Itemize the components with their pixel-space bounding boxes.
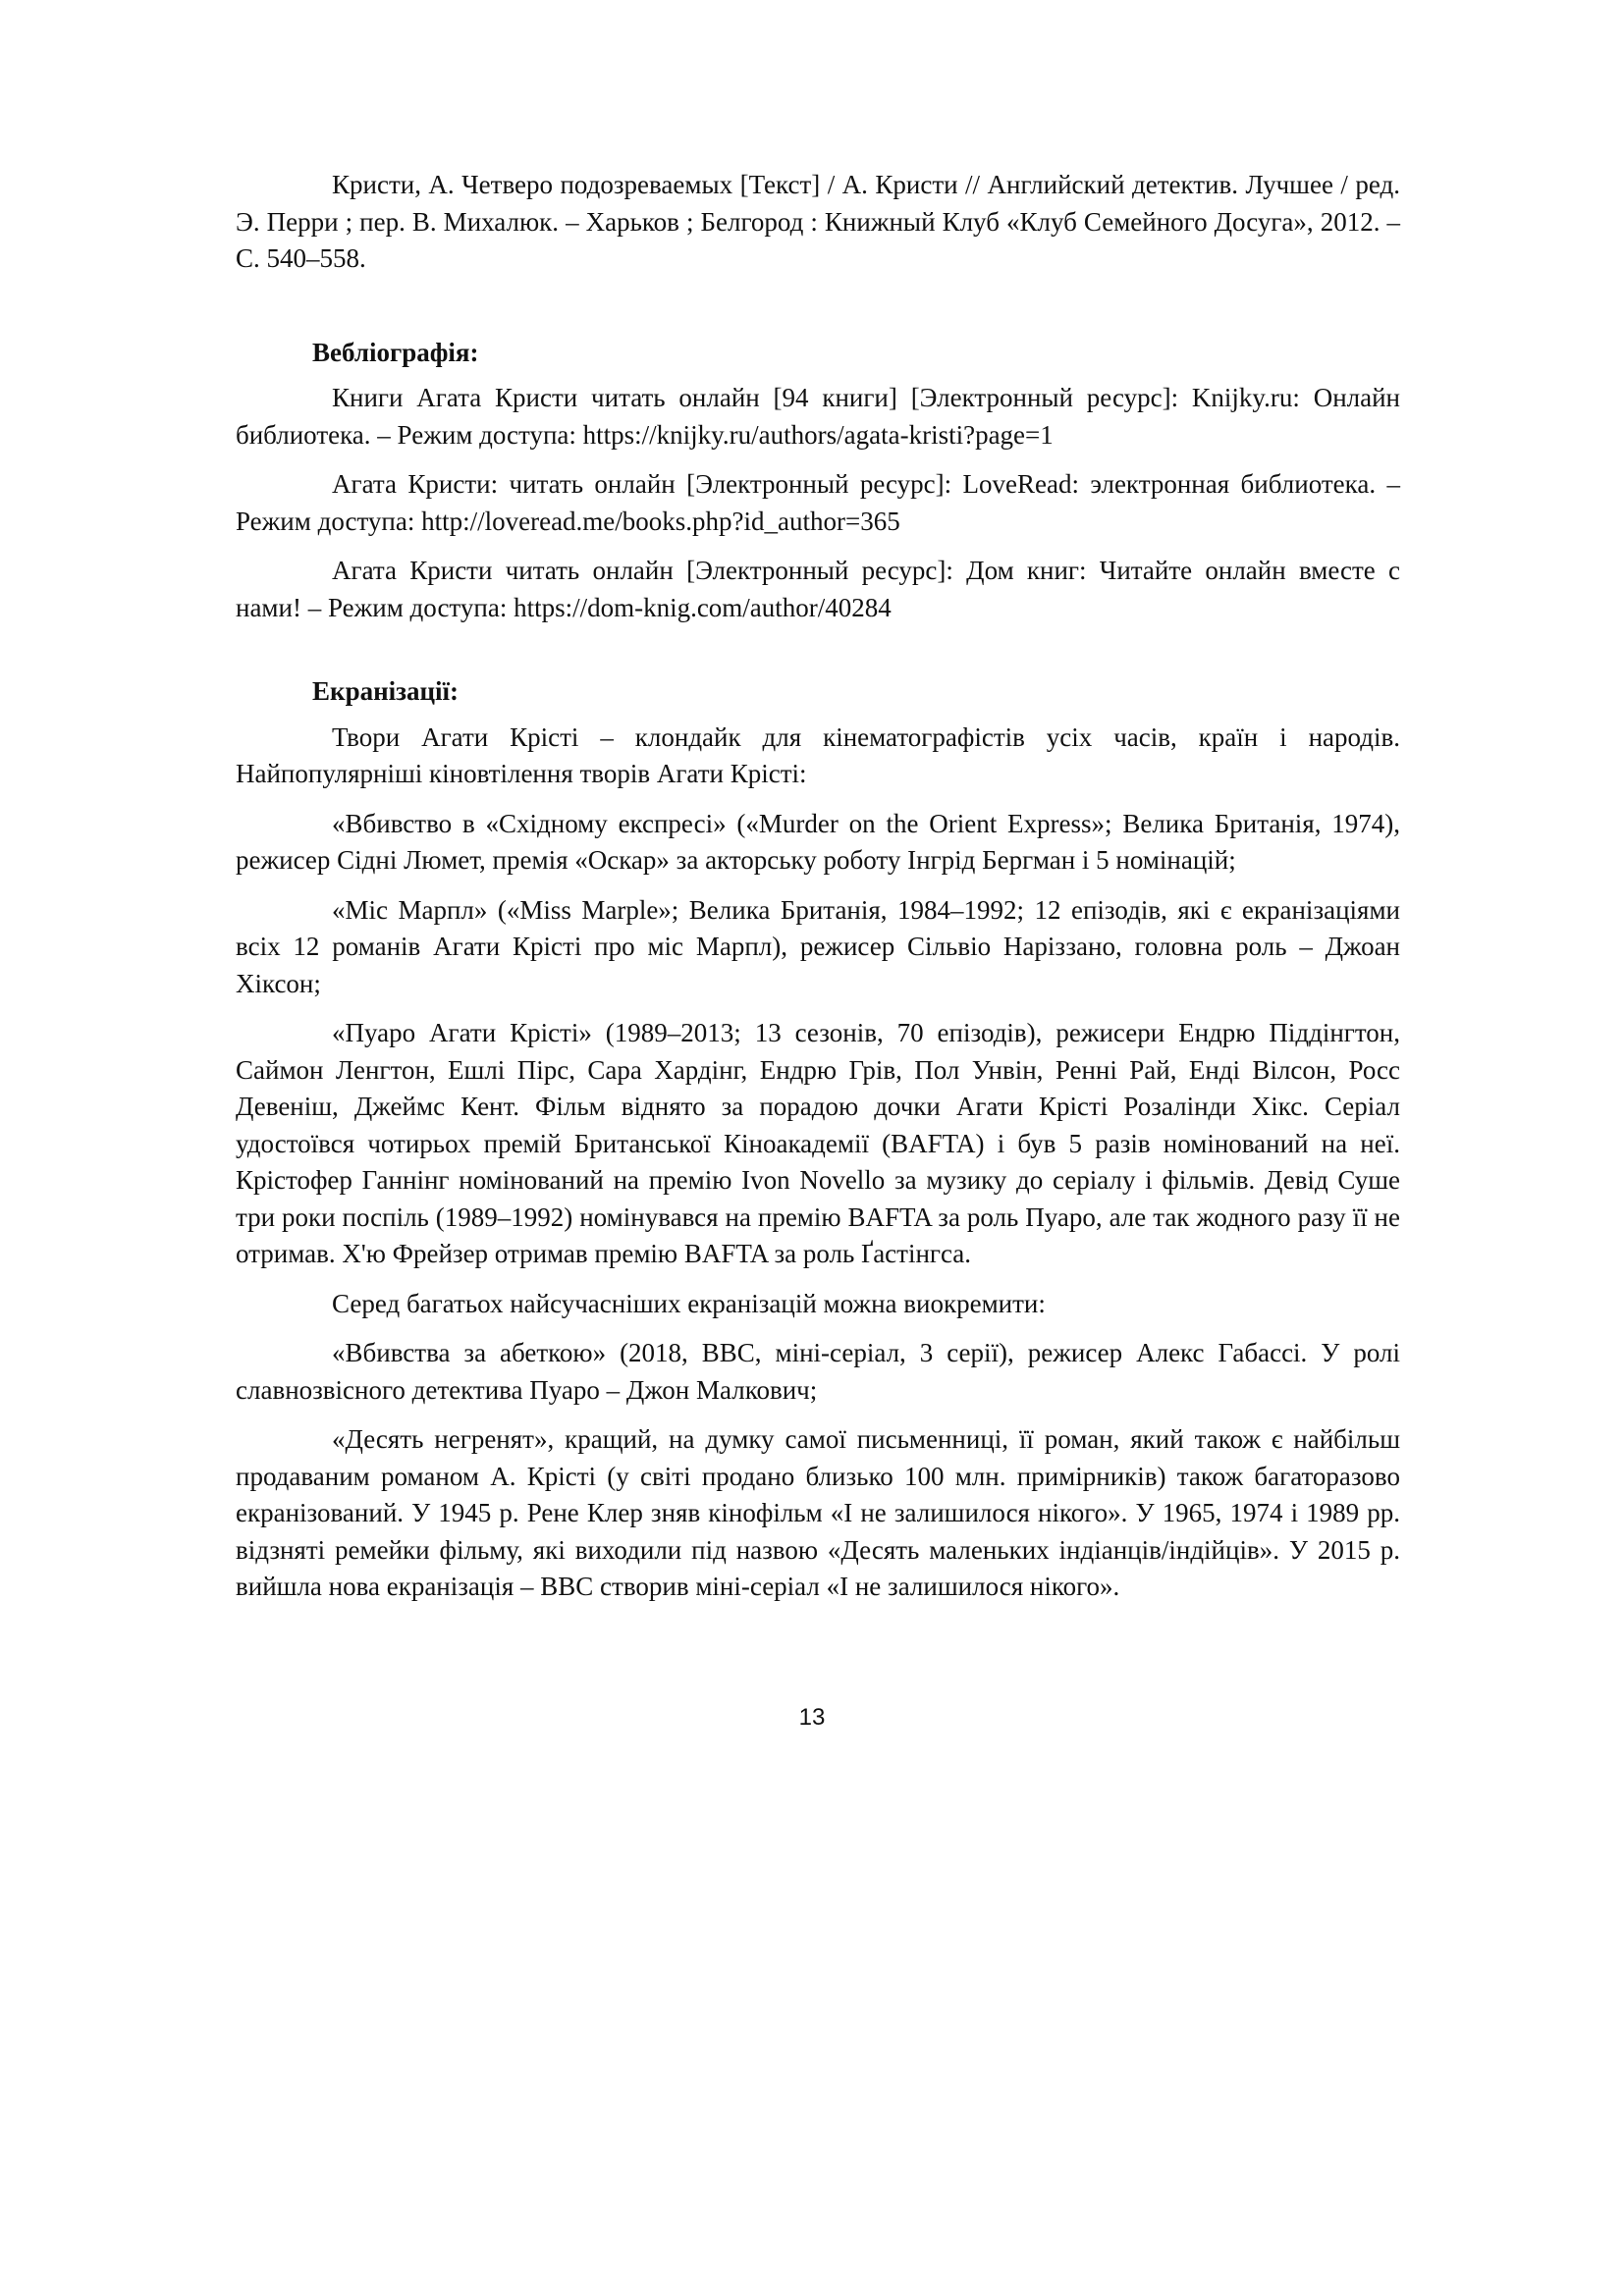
bibliography-entry: Кристи, А. Четверо подозреваемых [Текст] / А. Кристи // Английский детектив. Лучшее / ред. Э. Перри ; пер. В. Михалюк. – Харьков ; Белгород : Книжный Клуб «Клуб Семейного Досуга», 2012. – С. 540–558. [236, 170, 1400, 273]
adaptations-paragraph: Серед багатьох найсучасніших екранізацій можна виокремити: [332, 1288, 1046, 1318]
adaptations-paragraph: «Десять негренят», кращий, на думку самої письменниці, її роман, який також є найбільш продаваним романом А. Крісті (у світі продано близько 100 млн. примірників) також багаторазово екранізований. У 1945 р. Рене Клер зняв кінофільм «І не залишилося нікого». У 1965, 1974 і 1989 рр. відзняті ремейки фільму, які виходили під назвою «Десять маленьких індіанців/індійців». У 2015 р. вийшла нова екранізація – BBC створив міні-серіал «І не залишилося нікого». [236, 1424, 1400, 1601]
webliography-entry: Книги Агата Кристи читать онлайн [94 книги] [Электронный ресурс]: Knijky.ru: Онлайн библиотека. – Режим доступа: https://knijky.ru/authors/agata-kristi?page=1 [236, 383, 1400, 450]
page-content [236, 167, 1400, 1619]
adaptations-heading: Екранізації: [312, 676, 460, 706]
adaptations-paragraph: «Пуаро Агати Крісті» (1989–2013; 13 сезонів, 70 епізодів), режисери Ендрю Піддінгтон, Саймон Ленгтон, Ешлі Пірс, Сара Хардінг, Ендрю Грів, Пол Унвін, Ренні Рай, Енді Вілсон, Росс Девеніш, Джеймс Кент. Фільм віднято за порадою дочки Агати Крісті Розалінди Хікс. Серіал удостоївся чотирьох премій Британської Кіноакадемії (BAFTA) і був 5 разів номінований на неї. Крістофер Ганнінг номінований на премію Ivon Novello за музику до серіалу і фільмів. Девід Суше три роки поспіль (1989–1992) номінувався на премію BAFTA за роль Пуаро, але так жодного разу її не отримав. Х'ю Фрейзер отримав премію BAFTA за роль Ґастінгса. [236, 1018, 1400, 1268]
adaptations-paragraph: «Міс Марпл» («Miss Marple»; Велика Британія, 1984–1992; 12 епізодів, які є екранізаціями всіх 12 романів Агати Крісті про міс Марпл), режисер Сільвіо Наріззано, головна роль – Джоан Хіксон; [236, 894, 1400, 998]
webliography-entry: Агата Кристи: читать онлайн [Электронный ресурс]: LoveRead: электронная библиотека. – Режим доступа: http://loveread.me/books.php?id_author=365 [236, 469, 1400, 536]
webliography-entry: Агата Кристи читать онлайн [Электронный ресурс]: Дом книг: Читайте онлайн вместе с нами! – Режим доступа: https://dom-knig.com/author/40284 [236, 556, 1400, 622]
adaptations-paragraph: Твори Агати Крісті – клондайк для кінематографістів усіх часів, країн і народів. Найпопулярніші кіновтілення творів Агати Крісті: [236, 721, 1400, 788]
adaptations-paragraph: «Вбивство в «Східному експресі» («Murder on the Orient Express»; Велика Британія, 1974), режисер Сідні Люмет, премія «Оскар» за акторську роботу Інгрід Бергман і 5 номінацій; [236, 808, 1400, 875]
adaptations-paragraph: «Вбивства за абеткою» (2018, BBC, міні-серіал, 3 серії), режисер Алекс Габассі. У ролі славнозвісного детектива Пуаро – Джон Малкович; [236, 1338, 1400, 1405]
webliography-heading: Вебліографія: [312, 337, 479, 367]
page-number: 13 [798, 1704, 826, 1731]
